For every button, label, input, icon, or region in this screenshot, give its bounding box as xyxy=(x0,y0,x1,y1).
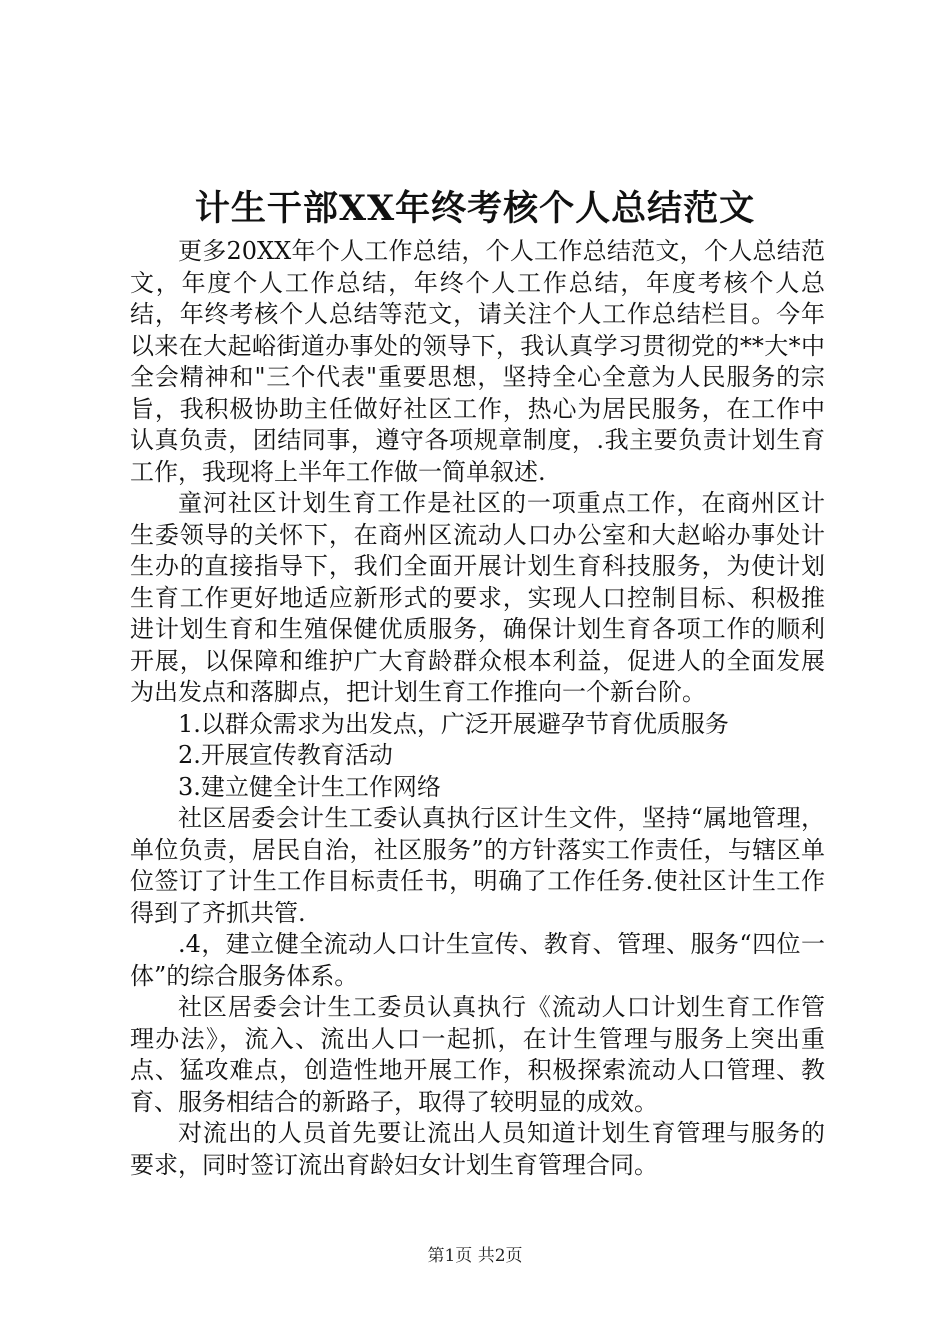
paragraph-network: 社区居委会计生工委认真执行区计生文件，坚持“属地管理，单位负责，居民自治，社区服务”的方针落实工作责任，与辖区单位签订了计生工作目标责任书，明确了工作任务.使社区计生工作得到了齐抓共管. xyxy=(130,804,825,927)
paragraph-intro: 更多20XX年个人工作总结，个人工作总结范文，个人总结范文，年度个人工作总结，年终个人工作总结，年度考核个人总结，年终考核个人总结等范文，请关注个人工作总结栏目。今年以来在大起峪街道办事处的领导下，我认真学习贯彻党的**大*中全会精神和"三个代表"重要思想，坚持全心全意为人民服务的宗旨，我积极协助主任做好社区工作，热心为居民服务，在工作中认真负责，团结同事，遵守各项规章制度，.我主要负责计划生育工作，我现将上半年工作做一简单叙述. xyxy=(130,237,825,486)
paragraph-migrant-management: 社区居委会计生工委员认真执行《流动人口计划生育工作管理办法》，流入、流出人口一起抓，在计生管理与服务上突出重点、猛攻难点，创造性地开展工作，积极探索流动人口管理、教育、服务相结合的新路子，取得了较明显的成效。 xyxy=(130,993,825,1116)
document-title: 计生干部XX年终考核个人总结范文 xyxy=(194,188,756,229)
page-number-footer: 第1页 共2页 xyxy=(427,1246,523,1266)
list-item-2: 2.开展宣传教育活动 xyxy=(178,741,393,769)
list-item-1: 1.以群众需求为出发点，广泛开展避孕节育优质服务 xyxy=(178,709,729,738)
list-item-3: 3.建立健全计生工作网络 xyxy=(178,772,441,801)
paragraph-overview: 童河社区计划生育工作是社区的一项重点工作，在商州区计生委领导的关怀下，在商州区流动人口办公室和大赵峪办事处计生办的直接指导下，我们全面开展计划生育科技服务，为使计划生育工作更好地适应新形式的要求，实现人口控制目标、积极推进计划生育和生殖保健优质服务，确保计划生育各项工作的顺利开展，以保障和维护广大育龄群众根本利益，促进人的全面发展为出发点和落脚点，把计划生育工作推向一个新台阶。 xyxy=(130,489,825,706)
list-item-4: .4，建立健全流动人口计生宣传、教育、管理、服务“四位一体”的综合服务体系。 xyxy=(130,930,825,990)
paragraph-outflow: 对流出的人员首先要让流出人员知道计划生育管理与服务的要求，同时签订流出育龄妇女计划生育管理合同。 xyxy=(130,1119,825,1179)
document-body xyxy=(130,236,825,1181)
